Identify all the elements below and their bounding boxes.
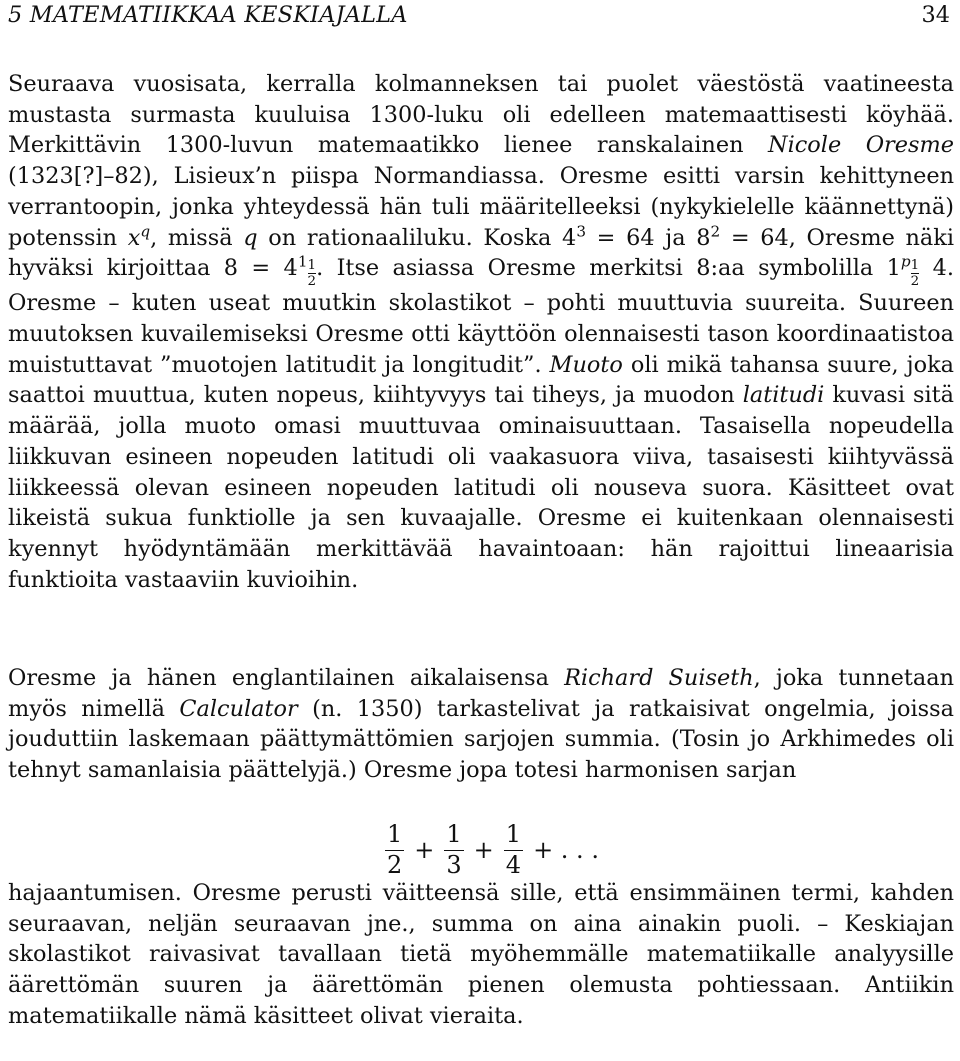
running-header — [8, 2, 950, 34]
term-latitudi: latitudi — [742, 382, 825, 409]
math-exp-3: 3 — [576, 222, 586, 241]
harmonic-series-formula — [385, 820, 599, 880]
math-half-fraction — [308, 259, 317, 289]
fraction-numerator: 1 — [387, 820, 403, 849]
text-run: hajaantumisen. Oresme perusti väitteensä sille, että ensimmäinen termi, kahden seuraavan, neljän seuraavan jne., summa on aina ainakin puoli. – Keskiajan skolastikot raivasivat tavallaan tietä myöhemmälle matematiikalle analyysille äärettömän suuren ja äärettömän pienen olemusta pohtiessaan. Antiikin matematiikalle nämä käsitteet olivat vieraita. — [8, 880, 954, 1029]
fraction-numerator: 1 — [307, 257, 317, 273]
page-number: 34 — [921, 2, 950, 28]
math-exp-q: q — [140, 222, 151, 241]
fraction-denominator: 3 — [446, 850, 462, 879]
text-run: (1323[?]–82), Lisieux’n piispa Normandiassa. Oresme esitti varsin kehittyneen verrantoopin, jonka yhteydessä hän tuli määritelleeksi (nykykielelle käännettynä) potenssin — [8, 163, 954, 251]
text-run: (n. 1350) tarkastelivat ja ratkaisivat ongelmia, joissa jouduttiin laskemaan päättymättömien sarjojen summia. (Tosin jo Arkhimedes oli tehnyt samanlaisia päättelyjä.) Oresme jopa totesi harmonisen sarjan — [8, 695, 954, 784]
series-tail: + . . . — [533, 836, 599, 864]
fraction-denominator: 2 — [307, 273, 317, 289]
text-run: 4. Oresme – kuten useat muutkin skolastikot – pohti muuttuvia suureita. Suureen muutoksen kuvailemiseksi Oresme otti käyttöön olennaisesti tason koordinaatistoa muistuttavat ”muotojen latitudit ja longitudit”. — [8, 255, 954, 378]
chapter-title: 5 MATEMATIIKKAA KESKIAJALLA — [8, 2, 408, 28]
plus-sign: + — [473, 836, 494, 864]
text-run: Seuraava vuosisata, kerralla kolmanneksen tai puolet väestöstä vaatineesta mustasta surmasta kuuluisa 1300-luku oli edelleen matemaattisesti köyhää. Merkittävin 1300-luvun matemaatikko lienee ranskalainen — [8, 71, 954, 159]
text-run: oli mikä tahansa suure, joka saattoi muuttua, kuten nopeus, kiihtyvyys tai tiheys, ja muodon — [8, 351, 954, 409]
fraction-one-half — [385, 822, 404, 877]
text-run: , missä — [150, 224, 244, 251]
paragraph-oresme — [8, 69, 954, 595]
text-run: = 64, Oresme näki hyväksi kirjoittaa 8 = 4 — [8, 224, 955, 282]
text-run: Oresme ja hänen englantilainen aikalaisensa — [8, 665, 565, 691]
math-x: x — [127, 224, 141, 251]
text-run: on rationaaliluku. Koska 4 — [257, 224, 577, 251]
math-q: q — [243, 224, 258, 251]
name-nicole-oresme: Nicole Oresme — [768, 132, 954, 159]
plus-sign: + — [414, 836, 435, 864]
text-run: , joka tunnetaan myös nimellä — [8, 665, 954, 722]
fraction-denominator: 2 — [910, 273, 920, 289]
math-p: p — [900, 252, 911, 271]
math-exp-one: 1 — [297, 252, 308, 271]
text-run: kuvasi sitä määrää, jolla muoto omasi muuttuvaa ominaisuuttaan. Tasaisella nopeudella liikkuvan esineen nopeuden latitudi oli vaakasuora viiva, tasaisesti kiihtyvässä liikkeessä olevan esineen nopeuden latitudi oli nouseva suora. Käsitteet ovat likeistä sukua funktiolle ja sen kuvaajalle. Oresme ei kuitenkaan olennaisesti kyennyt hyödyntämään merkittävää havaintoaan: hän rajoittui lineaarisia funktioita vastaaviin kuvioihin. — [8, 382, 954, 593]
text-run: = 64 ja 8 — [586, 224, 711, 251]
fraction-numerator: 1 — [910, 257, 920, 273]
fraction-denominator: 2 — [387, 850, 403, 879]
fraction-denominator: 4 — [505, 850, 522, 879]
math-exp-2: 2 — [710, 222, 721, 241]
name-richard-suiseth: Richard Suiseth — [564, 665, 754, 691]
fraction-numerator: 1 — [505, 820, 522, 849]
paragraph-divergence — [8, 878, 954, 1032]
paragraph-suiseth — [8, 663, 954, 786]
math-half-fraction — [911, 259, 920, 289]
fraction-one-third — [444, 822, 463, 877]
text-run: . Itse asiassa Oresme merkitsi 8:aa symbolilla 1 — [316, 255, 901, 282]
name-calculator: Calculator — [179, 695, 298, 722]
term-muoto: Muoto — [549, 351, 623, 378]
fraction-numerator: 1 — [446, 820, 462, 849]
fraction-one-fourth — [504, 822, 523, 877]
